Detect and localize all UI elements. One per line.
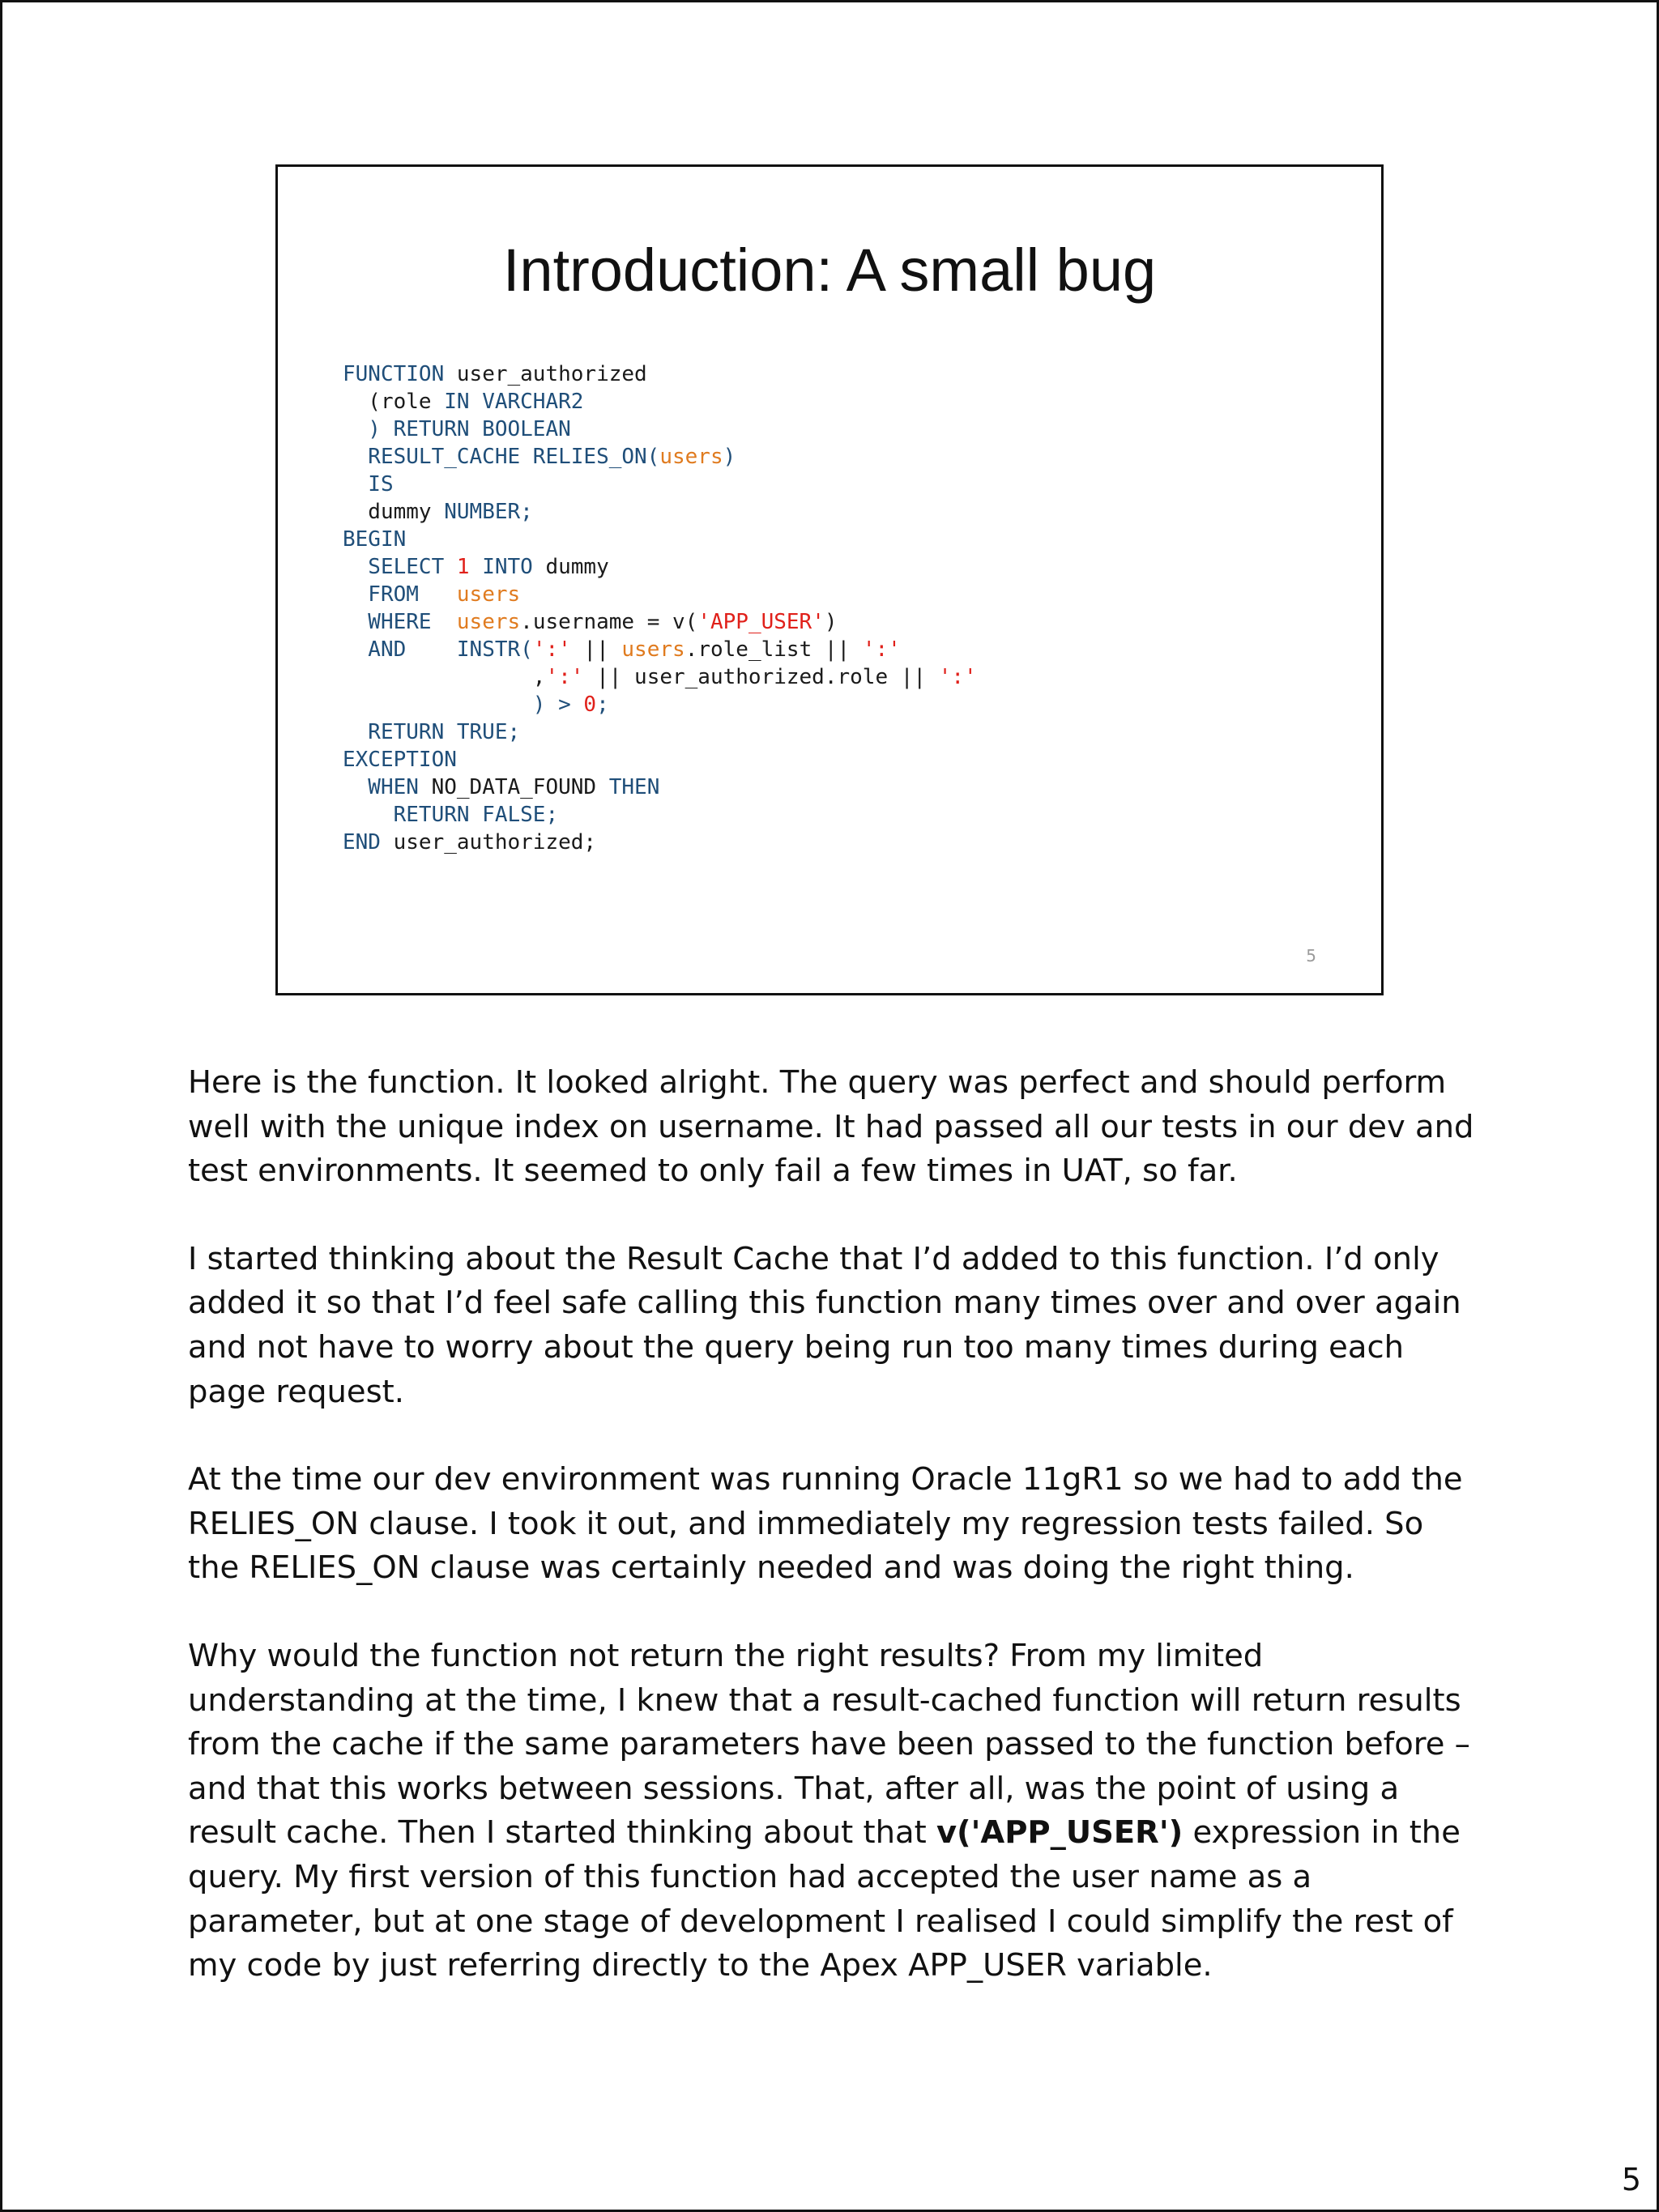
code-token: BEGIN (343, 527, 407, 552)
code-token: FROM (343, 582, 457, 607)
code-token: ) RETURN BOOLEAN (343, 417, 571, 441)
notes-p4-text-after: expression in the query. My first version of this function had accepted the user name as a parameter, but at one stage of development I realised I could simplify the rest of my code by just referring directly to the Apex APP_USER variable. (188, 1814, 1461, 1984)
code-token: NUMBER; (444, 500, 533, 524)
code-token: 0 (583, 693, 597, 717)
code-line (343, 416, 977, 443)
code-token: IS (343, 472, 394, 497)
code-token: .role_list || (684, 637, 863, 662)
code-token: SELECT (343, 555, 457, 579)
code-token: user_authorized; (380, 830, 597, 855)
code-line (343, 663, 977, 691)
code-token: ; (596, 693, 609, 717)
code-line (343, 498, 977, 526)
code-line (343, 636, 977, 663)
code-token: (role (343, 390, 445, 414)
notes-paragraph-4 (188, 1634, 1484, 1988)
code-token: ':' (545, 665, 584, 689)
code-token: INSTR( (456, 637, 533, 662)
code-block (343, 360, 977, 856)
notes-p4-text-before: Why would the function not return the right results? From my limited understanding at the time, I knew that a result-cached function will return results from the cache if the same parameters have been passed to the function before – and that this works between sessions. That, after all, was the point of using a result cache. Then I started thinking about that (188, 1637, 1470, 1852)
code-token: dummy (343, 500, 445, 524)
code-line (343, 691, 977, 718)
code-token: WHERE (343, 610, 457, 634)
code-token: users (456, 610, 521, 634)
code-line (343, 471, 977, 498)
code-line (343, 718, 977, 746)
code-token: IN VARCHAR2 (444, 390, 584, 414)
code-token: ':' (862, 637, 901, 662)
code-token: 'APP_USER' (697, 610, 825, 634)
page-number: 5 (1621, 2162, 1641, 2197)
code-token: RETURN TRUE; (343, 720, 521, 744)
code-token: RESULT_CACHE RELIES_ON( (343, 445, 660, 469)
code-token: || (570, 637, 622, 662)
code-line (343, 774, 977, 801)
notes-paragraph-1: Here is the function. It looked alright. The query was perfect and should perform well with the unique index on username. It had passed all our tests in our dev and test environments. It seemed to only fail a few times in UAT, so far. (188, 1064, 1474, 1190)
code-line (343, 608, 977, 636)
code-line (343, 443, 977, 471)
code-token: FUNCTION (343, 362, 445, 386)
code-token: users (621, 637, 685, 662)
slide-title: Introduction: A small bug (502, 237, 1157, 304)
code-token: user_authorized (444, 362, 647, 386)
code-token: INTO (469, 555, 546, 579)
code-token: users (659, 445, 723, 469)
notes-p4-bold-expression: v('APP_USER') (936, 1814, 1183, 1852)
code-line (343, 829, 977, 856)
code-token: WHEN (343, 775, 432, 799)
code-line (343, 526, 977, 553)
code-token: ':' (938, 665, 977, 689)
notes-paragraph-3: At the time our dev environment was running Oracle 11gR1 so we had to add the RELIES_ON clause. I took it out, and immediately my regression tests failed. So the RELIES_ON clause was certainly needed and was doing the right thing. (188, 1461, 1463, 1587)
code-token: ) (723, 445, 736, 469)
slide-thumbnail (275, 164, 1384, 995)
code-token: EXCEPTION (343, 748, 457, 772)
speaker-notes (188, 1061, 1484, 1988)
code-token: ) (824, 610, 838, 634)
code-token: END (343, 830, 381, 855)
code-line (343, 388, 977, 416)
code-line (343, 746, 977, 774)
notes-paragraph-2: I started thinking about the Result Cache that I’d added to this function. I’d only added it so that I’d feel safe calling this function many times over and over again and not have to worry about the query being run too many times during each page request. (188, 1240, 1461, 1410)
code-token: RETURN FALSE; (343, 803, 559, 827)
code-token: users (456, 582, 521, 607)
code-token: ) > (343, 693, 584, 717)
code-token: AND (343, 637, 457, 662)
code-token: dummy (545, 555, 609, 579)
code-line (343, 801, 977, 829)
code-token: || user_authorized.role || (583, 665, 939, 689)
code-line (343, 581, 977, 608)
slide-number: 5 (1306, 946, 1316, 965)
code-line (343, 553, 977, 581)
code-token: THEN (596, 775, 660, 799)
code-token: NO_DATA_FOUND (431, 775, 597, 799)
code-token: , (343, 665, 546, 689)
code-token: ':' (532, 637, 571, 662)
code-token: 1 (456, 555, 470, 579)
code-line (343, 360, 977, 388)
code-token: .username = v( (520, 610, 698, 634)
